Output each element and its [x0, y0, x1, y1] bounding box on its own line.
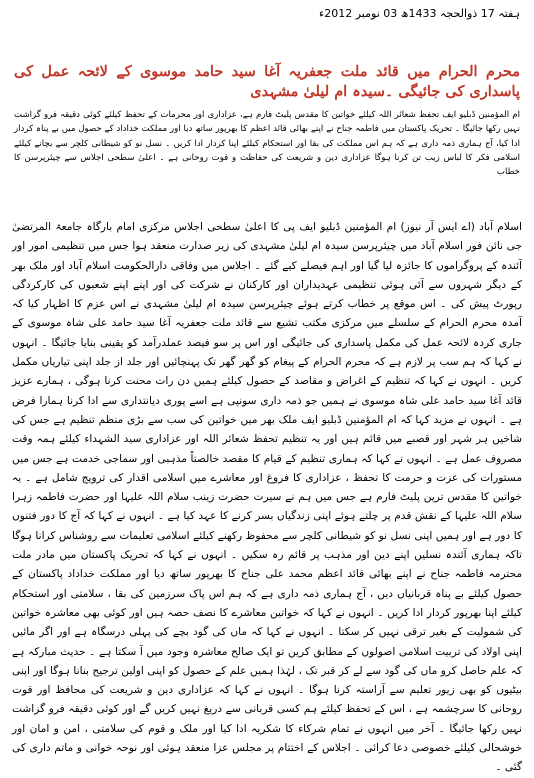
article-paragraph: اسلام آباد (اے ایس آر نیوز) ام المؤمنین ڈبلیو ایف پی کا اعلیٰ سطحی اجلاس مرکزی امام بارگاہ جامعۃ المرتضیٰ جی نائن فور اسلام آباد میں چیئرپرسن سیدہ ام لیلیٰ مشہدی کی زیر صدارت منعقد ہوا جس میں تنظیمی امور اور آئندہ کے پروگراموں کا جائزہ لیا گیا اور اہم فیصلے کیے گئے ۔ اجلاس میں وفاقی دارالحکومت اسلام آباد اور ملک بھر کے دیگر شہروں سے آئی ہوئی تنظیمی عہدیداران اور کارکنان نے شرکت کی اور اپنے اپنے شعبوں کی کارکردگی رپورٹ پیش کی ۔ اس موقع پر خطاب کرتے ہوئے چیئرپرسن سیدہ ام لیلیٰ مشہدی نے اس عزم کا اظہار کیا کہ آمدہ محرم الحرام کے سلسلے میں مرکزی مکتب تشیع سے قائد ملت جعفریہ آغا سید حامد علی شاہ موسوی کے جاری کردہ لائحہ عمل کی مکمل پاسداری کی جائیگی اور اس پر سو فیصد عملدرآمد کو یقینی بنایا جائیگا ۔ انہوں نے کہا کہ ہم سب پر لازم ہے کہ محرم الحرام کے پیغام کو گھر گھر تک پہنچائیں اور جلد از جلد اپنی تیاریاں مکمل کریں ۔ انہوں نے کہا کہ تنظیم کے اغراض و مقاصد کے حصول کیلئے ہمیں دن رات محنت کرنا ہوگی ، ہمارے عزیز قائد آغا سید حامد علی شاہ موسوی نے ہمیں جو ذمہ داری سونپی ہے اسے پوری دیانتداری سے ادا کرنا ہمارا فرض ہے ۔ انہوں نے مزید کہا کہ ام المؤمنین ڈبلیو ایف ملک بھر میں خواتین کی سب سے بڑی منظم تنظیم ہے جس کی شاخیں ہر شہر اور قصبے میں قائم ہیں اور یہ تنظیم تحفظ شعائر اللہ اور عزاداری سید الشہداء کیلئے ہمہ وقت مصروف عمل ہے ۔ انہوں نے کہا کہ ہماری تنظیم کے قیام کا مقصد خالصتاً مذہبی اور سماجی خدمت ہے جس میں مستورات کی عزت و حرمت کا تحفظ ، عزاداری کا فروغ اور معاشرے میں اسلامی اقدار کی ترویج شامل ہے ۔ یہ خواتین کا مقدس ترین پلیٹ فارم ہے جس میں ہم نے سیرت حضرت زینب سلام اللہ علیہا اور حضرت فاطمہ زہرا سلام اللہ علیہا کے نقش قدم پر چلتے ہوئے اپنی زندگیاں بسر کرنے کا عہد کیا ہے ۔ انہوں نے کہا کہ آج کا دور فتنوں کا دور ہے اور ہمیں اپنی نسل نو کو شیطانی کلچر سے محفوظ رکھنے کیلئے اسلامی تعلیمات سے روشناس کرانا ہوگا تاکہ ہماری آئندہ نسلیں اپنے دین اور مذہب پر قائم رہ سکیں ۔ انہوں نے کہا کہ تحریک پاکستان میں مادر ملت محترمہ فاطمہ جناح نے اپنے بھائی قائد اعظم محمد علی جناح کا بھرپور ساتھ دیا اور مملکت خداداد پاکستان کے حصول کیلئے بے پناہ قربانیاں دیں ، آج ہماری ذمہ داری ہے کہ ہم اس پاک سرزمین کی بقا ، سلامتی اور استحکام کیلئے اپنا بھرپور کردار ادا کریں ۔ انہوں نے کہا کہ خواتین معاشرے کا نصف حصہ ہیں اور کوئی بھی معاشرہ خواتین کی شمولیت کے بغیر ترقی نہیں کر سکتا ۔ انہوں نے کہا کہ ماں کی گود بچے کی پہلی درسگاہ ہے اور اگر مائیں اپنی اولاد کی تربیت اسلامی اصولوں کے مطابق کریں تو ایک صالح معاشرہ وجود میں آ سکتا ہے ۔ حدیث مبارکہ ہے کہ علم حاصل کرو ماں کی گود سے لے کر قبر تک ، لہٰذا ہمیں علم کے حصول کو اپنی اولین ترجیح بنانا ہوگا اور اپنی بیٹیوں کو بھی زیور تعلیم سے آراستہ کرنا ہوگا ۔ انہوں نے کہا کہ عزاداری دین و شریعت کی محافظ اور قوت روحانی کا سرچشمہ ہے ، اس کے تحفظ کیلئے ہم کسی قربانی سے دریغ نہیں کریں گے اور کوئی دقیقہ فرو گزاشت نہیں رکھا جائیگا ۔ آخر میں انہوں نے تمام شرکاء کا شکریہ ادا کیا اور ملک و قوم کی سلامتی ، امن و امان اور خوشحالی کیلئے خصوصی دعا کرائی ۔ اجلاس کے اختتام پر مجلس عزا منعقد ہوئی اور نوحہ خوانی و ماتم داری کی گئی ۔ — [12, 221, 522, 774]
headline: محرم الحرام میں قائد ملت جعفریہ آغا سید حامد موسوی کے لائحہ عمل کی پاسداری کی جائیگی ۔سیدہ ام لیلیٰ مشہدی — [14, 63, 520, 100]
summary: ام المؤمنین ڈبلیو ایف تحفظ شعائر اللہ کیلئے خواتین کا مقدس پلیٹ فارم ہے، عزاداری اور محرمات کے تحفظ کیلئے کوئی دقیقہ فرو گزاشت نہیں رکھا جائیگا ۔ تحریک پاکستان میں فاطمہ جناح نے اپنے بھائی قائد اعظم کا بھرپور ساتھ دیا اور مملکت خداداد کے حصول میں بے پناہ کردار ادا کیا، آج ہماری ذمہ داری ہے کہ ہم اس مملکت کی بقا اور استحکام کیلئے اپنا کردار ادا کریں ۔ نسل نو کو شیطانی کلچر سے بچانے کیلئے اسلامی فکر کا لباس زیب تن کرنا ہوگا عزاداری دین و شریعت کی حفاظت و قوت روحانی ہے ۔ اعلیٰ سطحی اجلاس سے چیئرپرسن کا خطاب — [14, 110, 520, 178]
article-body — [12, 218, 522, 774]
dateline: ہفتہ 17 ذوالحجہ 1433ھ 03 نومبر 2012ء — [319, 7, 520, 20]
